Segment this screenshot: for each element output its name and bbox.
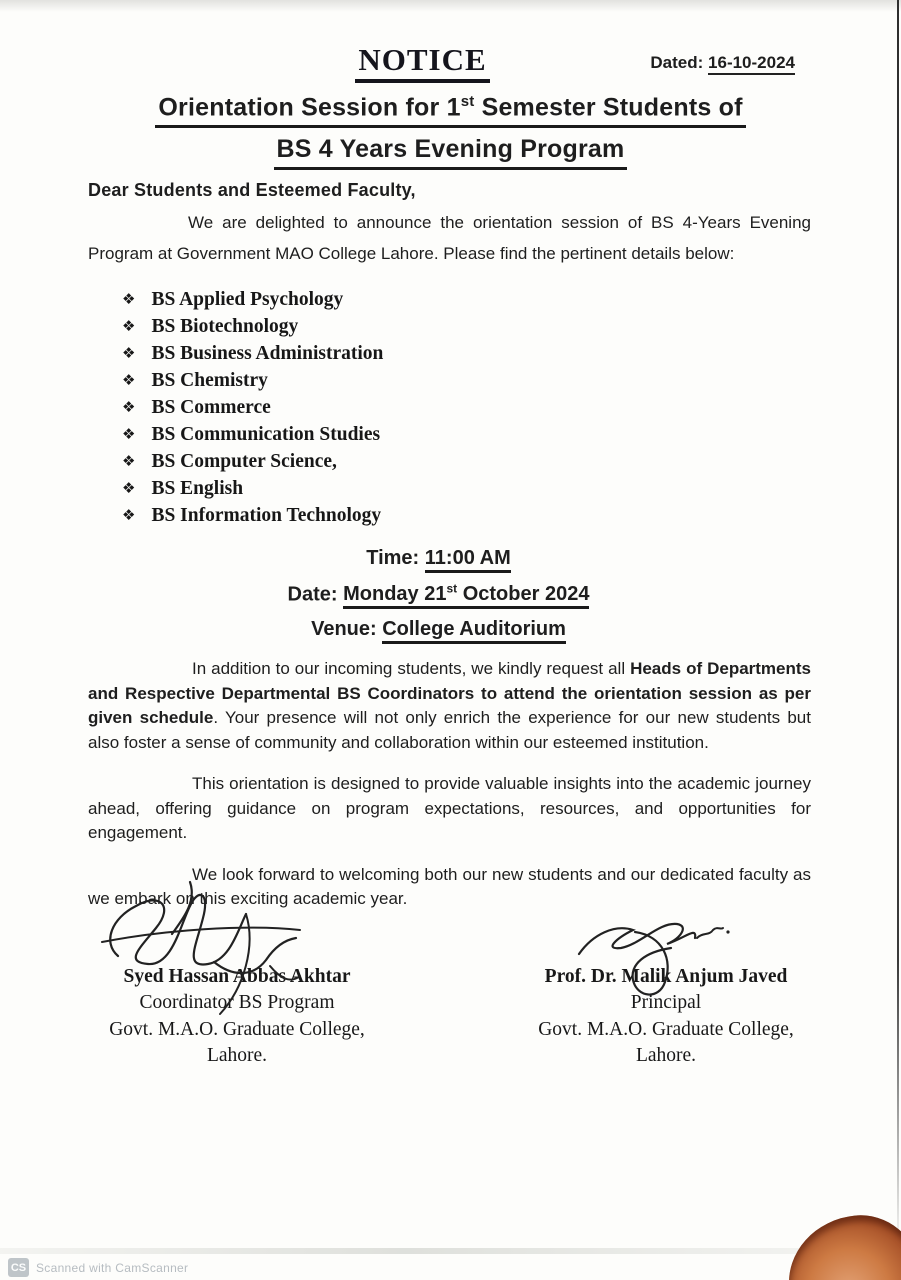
camscanner-badge-icon: CS <box>8 1258 29 1277</box>
list-item <box>122 394 901 421</box>
dated-line <box>650 53 795 73</box>
program-label: BS Biotechnology <box>151 315 299 337</box>
program-label: BS Communication Studies <box>151 423 381 445</box>
diamond-bullet-icon: ❖ <box>122 370 136 389</box>
signatory-role: Coordinator BS Program <box>139 992 335 1014</box>
signatory-org: Govt. M.A.O. Graduate College, <box>538 1018 794 1040</box>
list-item <box>122 502 901 529</box>
signatory-name: Prof. Dr. Malik Anjum Javed <box>544 965 788 987</box>
heading-superscript: st <box>460 93 475 110</box>
design-paragraph: This orientation is designed to provide valuable insights into the academic journey ahead, offering guidance on program expectations, resources, and opportunities for engagement. <box>88 774 811 843</box>
list-item <box>122 367 901 394</box>
diamond-bullet-icon: ❖ <box>122 289 136 308</box>
dated-label: Dated: <box>650 53 704 72</box>
list-item <box>122 313 901 340</box>
venue-label: Venue: <box>311 618 377 641</box>
orientation-heading <box>0 93 901 170</box>
dated-value: 16-10-2024 <box>708 53 795 75</box>
event-details <box>0 547 889 642</box>
signature-row <box>0 964 901 1070</box>
attendance-bold-text: Heads of Departments and Respective Departmental BS Coordinators to attend the orientation session as per given schedule <box>88 659 811 728</box>
heading-line-2: BS 4 Years Evening Program <box>274 135 628 170</box>
salutation: Dear Students and Esteemed Faculty, <box>88 179 416 200</box>
diamond-bullet-icon: ❖ <box>122 505 136 524</box>
scan-right-edge-shadow <box>897 0 899 1280</box>
list-item <box>122 421 901 448</box>
date-value: Monday 21st October 2024 <box>343 583 589 609</box>
program-label: BS Chemistry <box>151 369 268 391</box>
diamond-bullet-icon: ❖ <box>122 478 136 497</box>
diamond-bullet-icon: ❖ <box>122 451 136 470</box>
signatory-city: Lahore. <box>206 1045 268 1067</box>
signatory-city: Lahore. <box>635 1045 697 1067</box>
signatory-org: Govt. M.A.O. Graduate College, <box>109 1018 365 1040</box>
program-label: BS Commerce <box>151 396 271 418</box>
program-list <box>122 286 901 529</box>
list-item <box>122 286 901 313</box>
notice-title: NOTICE <box>355 42 489 83</box>
date-superscript: st <box>446 581 458 596</box>
program-label: BS English <box>151 477 244 499</box>
time-value: 11:00 AM <box>425 547 511 573</box>
program-label: BS Applied Psychology <box>151 288 344 310</box>
list-item <box>122 475 901 502</box>
signatory-role: Principal <box>630 992 702 1014</box>
signatory-name: Syed Hassan Abbas Akhtar <box>123 965 351 987</box>
intro-paragraph: We are delighted to announce the orientation session of BS 4-Years Evening Program at Government MAO College Lahore. Please find the pertinent details below: <box>88 212 811 263</box>
venue-value: College Auditorium <box>382 618 566 644</box>
list-item <box>122 340 901 367</box>
scan-smudge <box>0 1248 901 1254</box>
camscanner-caption: Scanned with CamScanner <box>36 1260 189 1275</box>
program-label: BS Information Technology <box>151 504 382 526</box>
program-label: BS Business Administration <box>151 342 384 364</box>
closing-paragraph: We look forward to welcoming both our new students and our dedicated faculty as we embark on this exciting academic year. <box>88 864 811 909</box>
diamond-bullet-icon: ❖ <box>122 424 136 443</box>
date-label: Date: <box>287 583 338 606</box>
signature-block-coordinator <box>52 964 422 1070</box>
venue-line <box>0 618 889 641</box>
time-line <box>0 547 889 570</box>
time-label: Time: <box>366 546 420 569</box>
diamond-bullet-icon: ❖ <box>122 316 136 335</box>
camscanner-footer <box>8 1258 188 1277</box>
notice-header <box>0 0 901 83</box>
finger-scan-artifact <box>782 1209 901 1280</box>
program-label: BS Computer Science, <box>151 450 337 472</box>
diamond-bullet-icon: ❖ <box>122 343 136 362</box>
signature-block-principal <box>481 964 851 1070</box>
diamond-bullet-icon: ❖ <box>122 397 136 416</box>
list-item <box>122 448 901 475</box>
attendance-paragraph: In addition to our incoming students, we kindly request all Heads of Departments and Respective Departmental BS Coordinators to attend the orientation session as per given schedule. Your presence will not only enrich the experience for our new students but also foster a sense of community and collaboration within our esteemed institution. <box>88 659 811 752</box>
date-line <box>0 582 889 607</box>
heading-line-1: Orientation Session for 1st Semester Students of <box>155 93 745 128</box>
